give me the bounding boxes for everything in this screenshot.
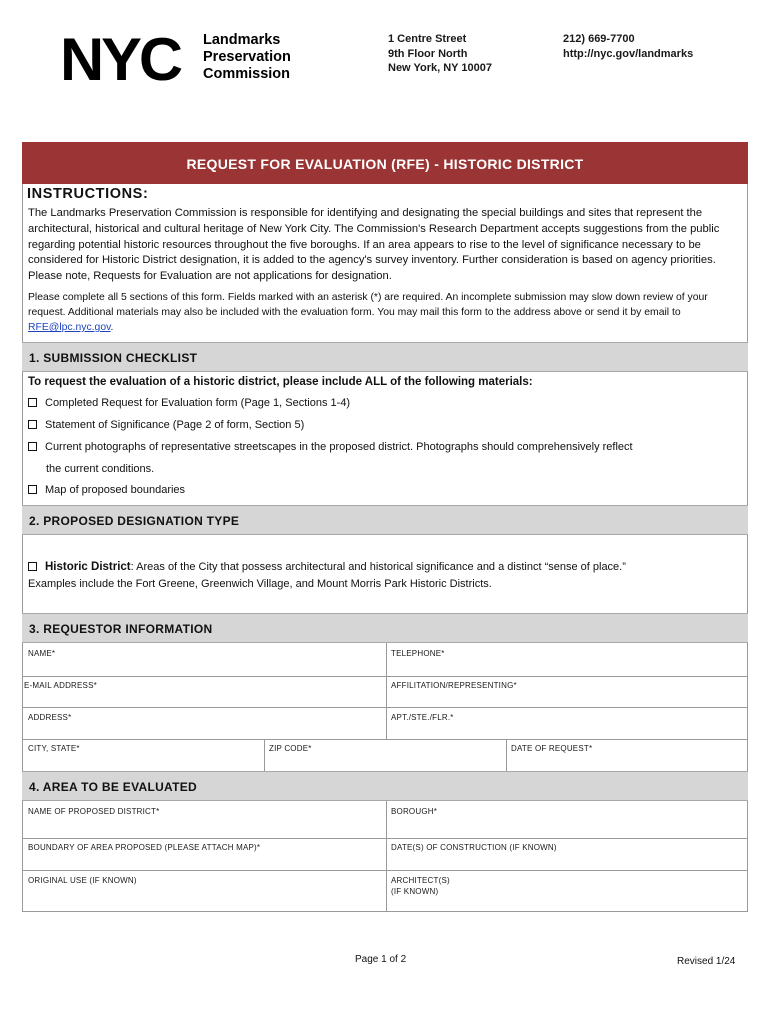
checkbox[interactable] [28, 442, 37, 451]
contact-info [563, 32, 693, 61]
borough-field[interactable]: BOROUGH* [391, 807, 438, 816]
checklist-item-continued: the current conditions. [46, 463, 155, 475]
checkbox[interactable] [28, 420, 37, 429]
revision-date: Revised 1/24 [677, 956, 736, 967]
apt-field[interactable]: APT./STE./FLR.* [391, 713, 454, 722]
checkbox[interactable] [28, 485, 37, 494]
logo-line-1: Landmarks [203, 32, 281, 48]
boundary-field[interactable]: BOUNDARY OF AREA PROPOSED (PLEASE ATTACH MAP)* [28, 843, 261, 852]
checklist-item-label: Current photographs of representative streetscapes in the proposed district. Photographs should comprehensively reflect [45, 441, 633, 453]
checklist-item [28, 419, 304, 431]
architects-label: ARCHITECT(S) [391, 876, 450, 885]
checkbox[interactable] [28, 562, 37, 571]
section-4-header [22, 771, 748, 801]
name-field[interactable]: NAME* [28, 649, 56, 658]
phone-number: 212) 669-7700 [563, 33, 635, 45]
section-2-title: 2. PROPOSED DESIGNATION TYPE [29, 514, 240, 528]
email-link[interactable]: RFE@lpc.nyc.gov [28, 322, 111, 333]
date-of-request-field[interactable]: DATE OF REQUEST* [511, 744, 593, 753]
email-field[interactable]: E-MAIL ADDRESS* [24, 681, 97, 690]
section-1-title: 1. SUBMISSION CHECKLIST [29, 351, 198, 365]
affiliation-field[interactable]: AFFILITATION/REPRESENTING* [391, 681, 517, 690]
construction-dates-field[interactable]: DATE(S) OF CONSTRUCTION (IF KNOWN) [391, 843, 557, 852]
address-field[interactable]: ADDRESS* [28, 713, 72, 722]
designation-examples: Examples include the Fort Greene, Greenwich Village, and Mount Morris Park Historic Districts. [28, 578, 492, 590]
instructions-paragraph-2 [28, 290, 740, 335]
website-link[interactable]: http://nyc.gov/landmarks [563, 47, 694, 60]
designation-description: : Areas of the City that possess architectural and historical significance and a distinct “sense of place.” [130, 561, 626, 573]
section-4-title: 4. AREA TO BE EVALUATED [29, 780, 198, 794]
form-title: REQUEST FOR EVALUATION (RFE) - HISTORIC DISTRICT [22, 142, 748, 184]
checklist-item-label: Completed Request for Evaluation form (Page 1, Sections 1-4) [45, 397, 351, 409]
address-line-3: New York, NY 10007 [388, 62, 492, 74]
checklist-item [28, 484, 185, 496]
checklist-item-label: Map of proposed boundaries [45, 484, 186, 496]
logo-line-3: Commission [203, 66, 291, 82]
section-1-header [22, 342, 748, 372]
designation-option [28, 561, 626, 573]
office-address [388, 32, 492, 76]
architects-field[interactable] [391, 875, 450, 897]
logo-mark: NYC [60, 30, 181, 85]
checklist-item-label: Statement of Significance (Page 2 of form, Section 5) [45, 419, 305, 431]
section-2-header [22, 505, 748, 535]
nyc-lpc-logo [60, 30, 310, 85]
architects-note: (IF KNOWN) [391, 887, 439, 896]
instructions-paragraph-1: The Landmarks Preservation Commission is responsible for identifying and designating the special buildings and sites that represent the architectural, historical and cultural heritage of New York City. The Commission's Research Department accepts suggestions from the public regarding potential historic resources throughout the five boroughs. If an area appears to rise to the level of significance necessary to be considered for Historic District designation, it is added to the agency's survey inventory. Further consideration is based on agency priorities. Please note, Requests for Evaluation are not applications for designation. [28, 207, 720, 283]
designation-label: Historic District [45, 561, 131, 573]
instructions-period: . [110, 322, 114, 333]
city-state-field[interactable]: CITY, STATE* [28, 744, 80, 753]
telephone-field[interactable]: TELEPHONE* [391, 649, 445, 658]
page-number: Page 1 of 2 [355, 954, 407, 965]
instructions-heading: INSTRUCTIONS: [27, 186, 149, 202]
address-line-1: 1 Centre Street [388, 33, 467, 45]
checklist-item [28, 441, 633, 453]
zip-code-field[interactable]: ZIP CODE* [269, 744, 312, 753]
checkbox[interactable] [28, 398, 37, 407]
instructions-text: Please complete all 5 sections of this form. Fields marked with an asterisk (*) are required. An incomplete submission may slow down review of your request. Additional materials may also be included with the evaluation form. You may mail this form to the address above or send it by email to [28, 292, 708, 318]
checklist-item [28, 397, 350, 409]
logo-line-2: Preservation [203, 49, 291, 65]
district-name-field[interactable]: NAME OF PROPOSED DISTRICT* [28, 807, 160, 816]
original-use-field[interactable]: ORIGINAL USE (IF KNOWN) [28, 876, 137, 885]
address-line-2: 9th Floor North [388, 47, 468, 60]
checklist-lead: To request the evaluation of a historic district, please include ALL of the following materials: [28, 376, 533, 388]
section-3-title: 3. REQUESTOR INFORMATION [29, 622, 213, 636]
section-3-header [22, 613, 748, 643]
